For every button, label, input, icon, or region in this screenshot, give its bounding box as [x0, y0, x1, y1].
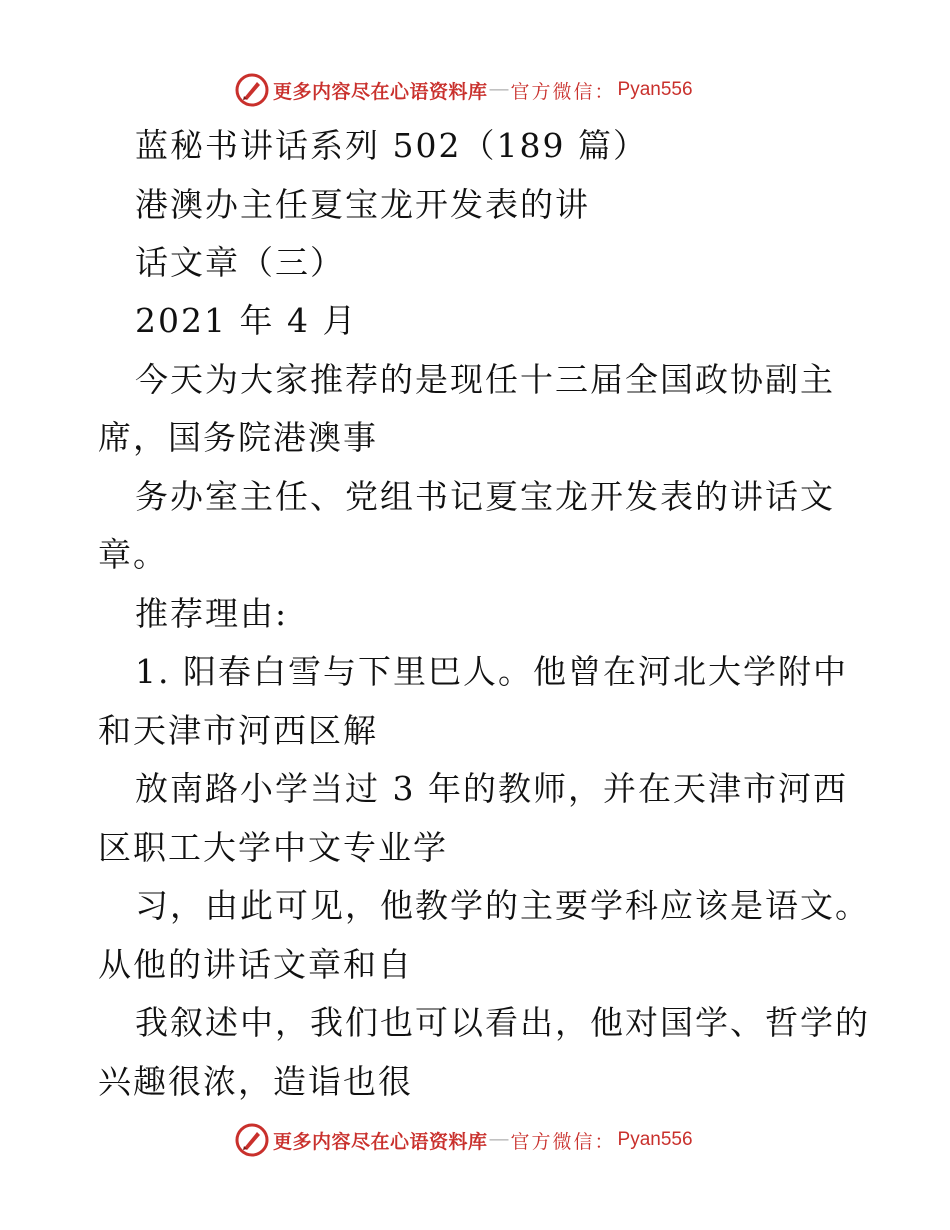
doc-line-title-part2: 话文章（三）: [135, 243, 345, 282]
watermark-dash: —: [489, 79, 509, 100]
doc-line: 务办室主任、党组书记夏宝龙开发表的讲话文: [135, 477, 835, 516]
doc-line: 放南路小学当过 3 年的教师，并在天津市河西: [135, 769, 848, 808]
doc-line-heading-reasons: 推荐理由:: [135, 594, 289, 633]
watermark-main-text: 更多内容尽在心语资料库: [273, 80, 488, 103]
doc-line-series-title: 蓝秘书讲话系列 502（189 篇）: [135, 126, 648, 165]
quill-logo-icon: [235, 1123, 269, 1157]
doc-line: 席，国务院港澳事: [98, 418, 378, 457]
watermark-main-text: 更多内容尽在心语资料库: [273, 1130, 488, 1153]
doc-line: 我叙述中，我们也可以看出，他对国学、哲学的: [135, 1003, 870, 1042]
doc-line: 从他的讲话文章和自: [98, 945, 413, 984]
doc-line-date: 2021 年 4 月: [135, 301, 358, 340]
watermark-header: [235, 72, 693, 108]
watermark-dash: —: [489, 1129, 509, 1150]
doc-line: 区职工大学中文专业学: [98, 828, 448, 867]
doc-line: 和天津市河西区解: [98, 711, 378, 750]
quill-logo-icon: [235, 73, 269, 107]
doc-line: 兴趣很浓，造诣也很: [98, 1062, 413, 1101]
watermark-wechat-id: Pyan556: [617, 1129, 693, 1150]
watermark-official-label: 官方微信：: [510, 1130, 616, 1153]
watermark-wechat-id: Pyan556: [617, 79, 693, 100]
watermark-official-label: 官方微信：: [510, 80, 616, 103]
doc-line: 习，由此可见，他教学的主要学科应该是语文。: [135, 886, 870, 925]
doc-line: 章。: [98, 535, 168, 574]
doc-line: 1. 阳春白雪与下里巴人。他曾在河北大学附中: [135, 652, 848, 691]
doc-line: 今天为大家推荐的是现任十三届全国政协副主: [135, 360, 835, 399]
doc-line-title-part1: 港澳办主任夏宝龙开发表的讲: [135, 185, 590, 224]
watermark-footer: [235, 1122, 693, 1158]
